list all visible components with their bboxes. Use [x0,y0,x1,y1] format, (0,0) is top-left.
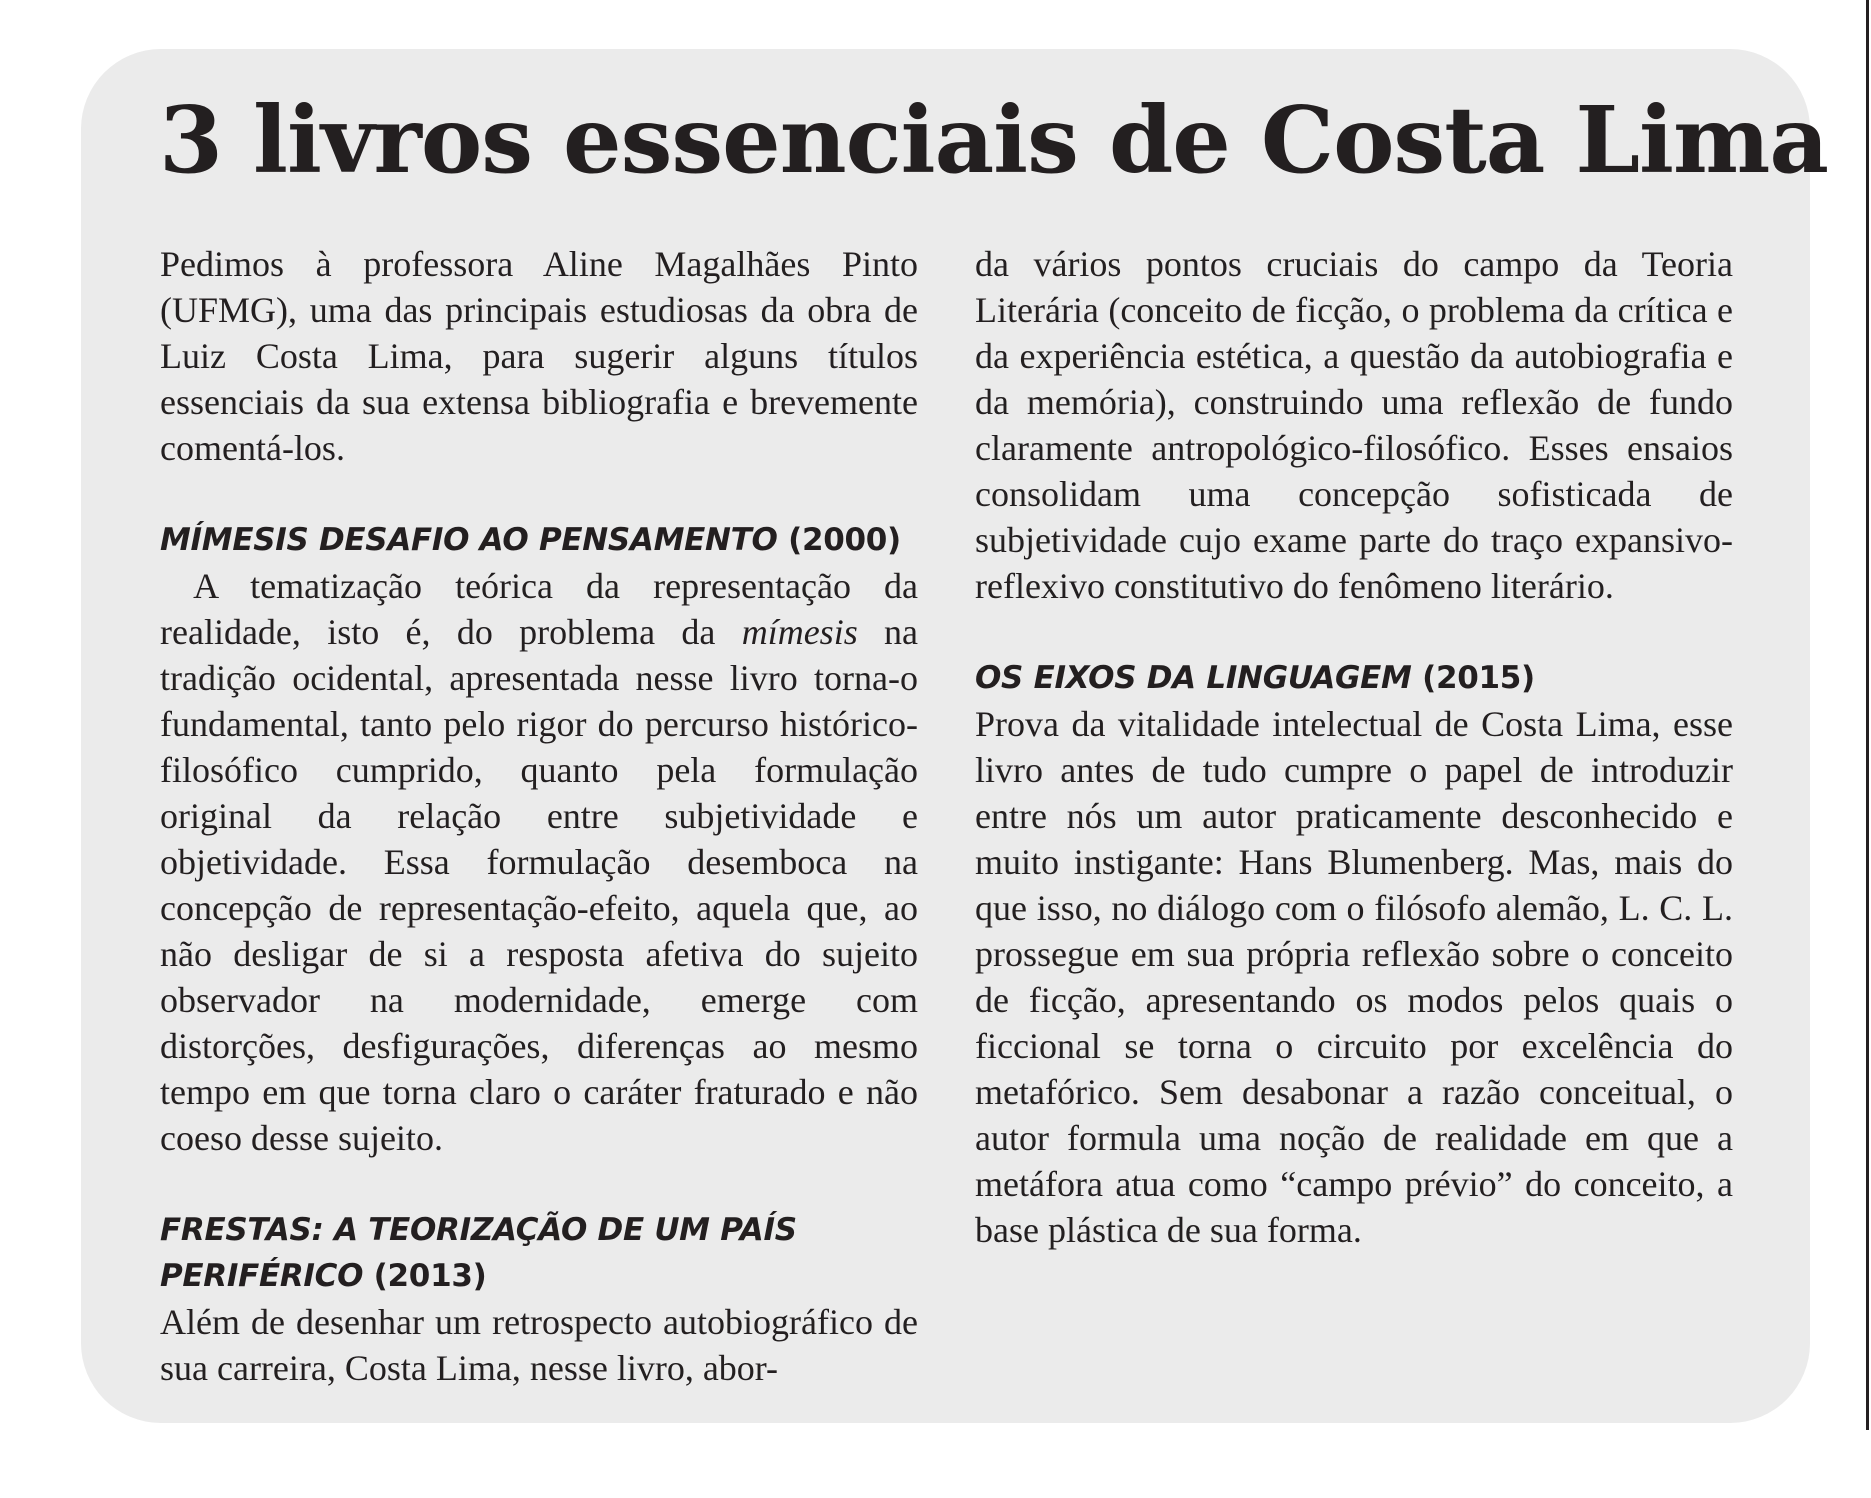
description-text: na tradição ocidental, apresentada nesse livro torna-o fundamental, tanto pelo rigor do percurso histórico-filosófico cumprido, quanto pela formulação original da relação entre subjetividade e objetividade. Essa formulação desemboca na concepção de representação-efeito, aquela que, ao não desligar de si a resposta afetiva do sujeito observador na modernidade, emerge com distorções, desfigurações, diferenças ao mesmo tempo em que torna claro o caráter fraturado e não coeso desse sujeito. [160,612,918,1158]
book-year: (2015) [1422,660,1535,696]
book-title: FRESTAS: A TEORIZAÇÃO DE UM PAÍS [160,1212,797,1248]
book-description-mimesis [160,563,918,1161]
spacer [160,471,918,517]
spacer [160,1161,918,1207]
book-title: OS EIXOS DA LINGUAGEM [975,660,1412,696]
book-description-frestas-part2: da vários pontos cruciais do campo da Teoria Literária (conceito de ficção, o problema da crítica e da experiência estética, a questão da autobiografia e da memória), construindo uma reflexão de fundo claramente antropológico-filosófico. Esses ensaios consolidam uma concepção sofisticada de subjetividade cujo exame parte do traço expansivo-reflexivo constitutivo do fenômeno literário. [975,244,1733,606]
book-title: PERIFÉRICO [160,1258,364,1294]
book-year: (2000) [788,522,901,558]
book-heading-mimesis [160,517,918,563]
book-description-eixos: Prova da vitalidade intelectual de Costa Lima, esse livro antes de tudo cumpre o papel de introduzir entre nós um autor praticamente desconhecido e muito instigante: Hans Blumenberg. Mas, mais do que isso, no diálogo com o filósofo alemão, L. C. L. prossegue em sua própria reflexão sobre o conceito de ficção, apresentando os modos pelos quais o ficcional se torna o circuito por excelência do metafórico. Sem desabonar a razão conceitual, o autor formula uma noção de realidade em que a metáfora atua como “campo prévio” do conceito, a base plástica de sua forma. [975,704,1733,1250]
book-heading-frestas [160,1207,918,1299]
book-description-frestas-part1: Além de desenhar um retrospecto autobiográfico de sua carreira, Costa Lima, nesse livro, abor- [160,1302,918,1388]
spacer [975,609,1733,655]
right-column [975,241,1733,1253]
description-text: A tematização teórica da representação da realidade, isto é, do problema da [160,566,918,652]
book-heading-eixos [975,655,1733,701]
book-year: (2013) [373,1258,487,1294]
article-title: 3 livros essenciais de Costa Lima [159,86,1828,194]
emphasized-term: mímesis [741,612,858,652]
left-column [160,241,918,1391]
intro-paragraph: Pedimos à professora Aline Magalhães Pinto (UFMG), uma das principais estudiosas da obra de Luiz Costa Lima, para sugerir alguns títulos essenciais da sua extensa bibliografia e brevemente comentá-los. [160,244,918,468]
page-edge-rule [1866,0,1869,1430]
book-title: MÍMESIS DESAFIO AO PENSAMENTO [160,522,778,558]
